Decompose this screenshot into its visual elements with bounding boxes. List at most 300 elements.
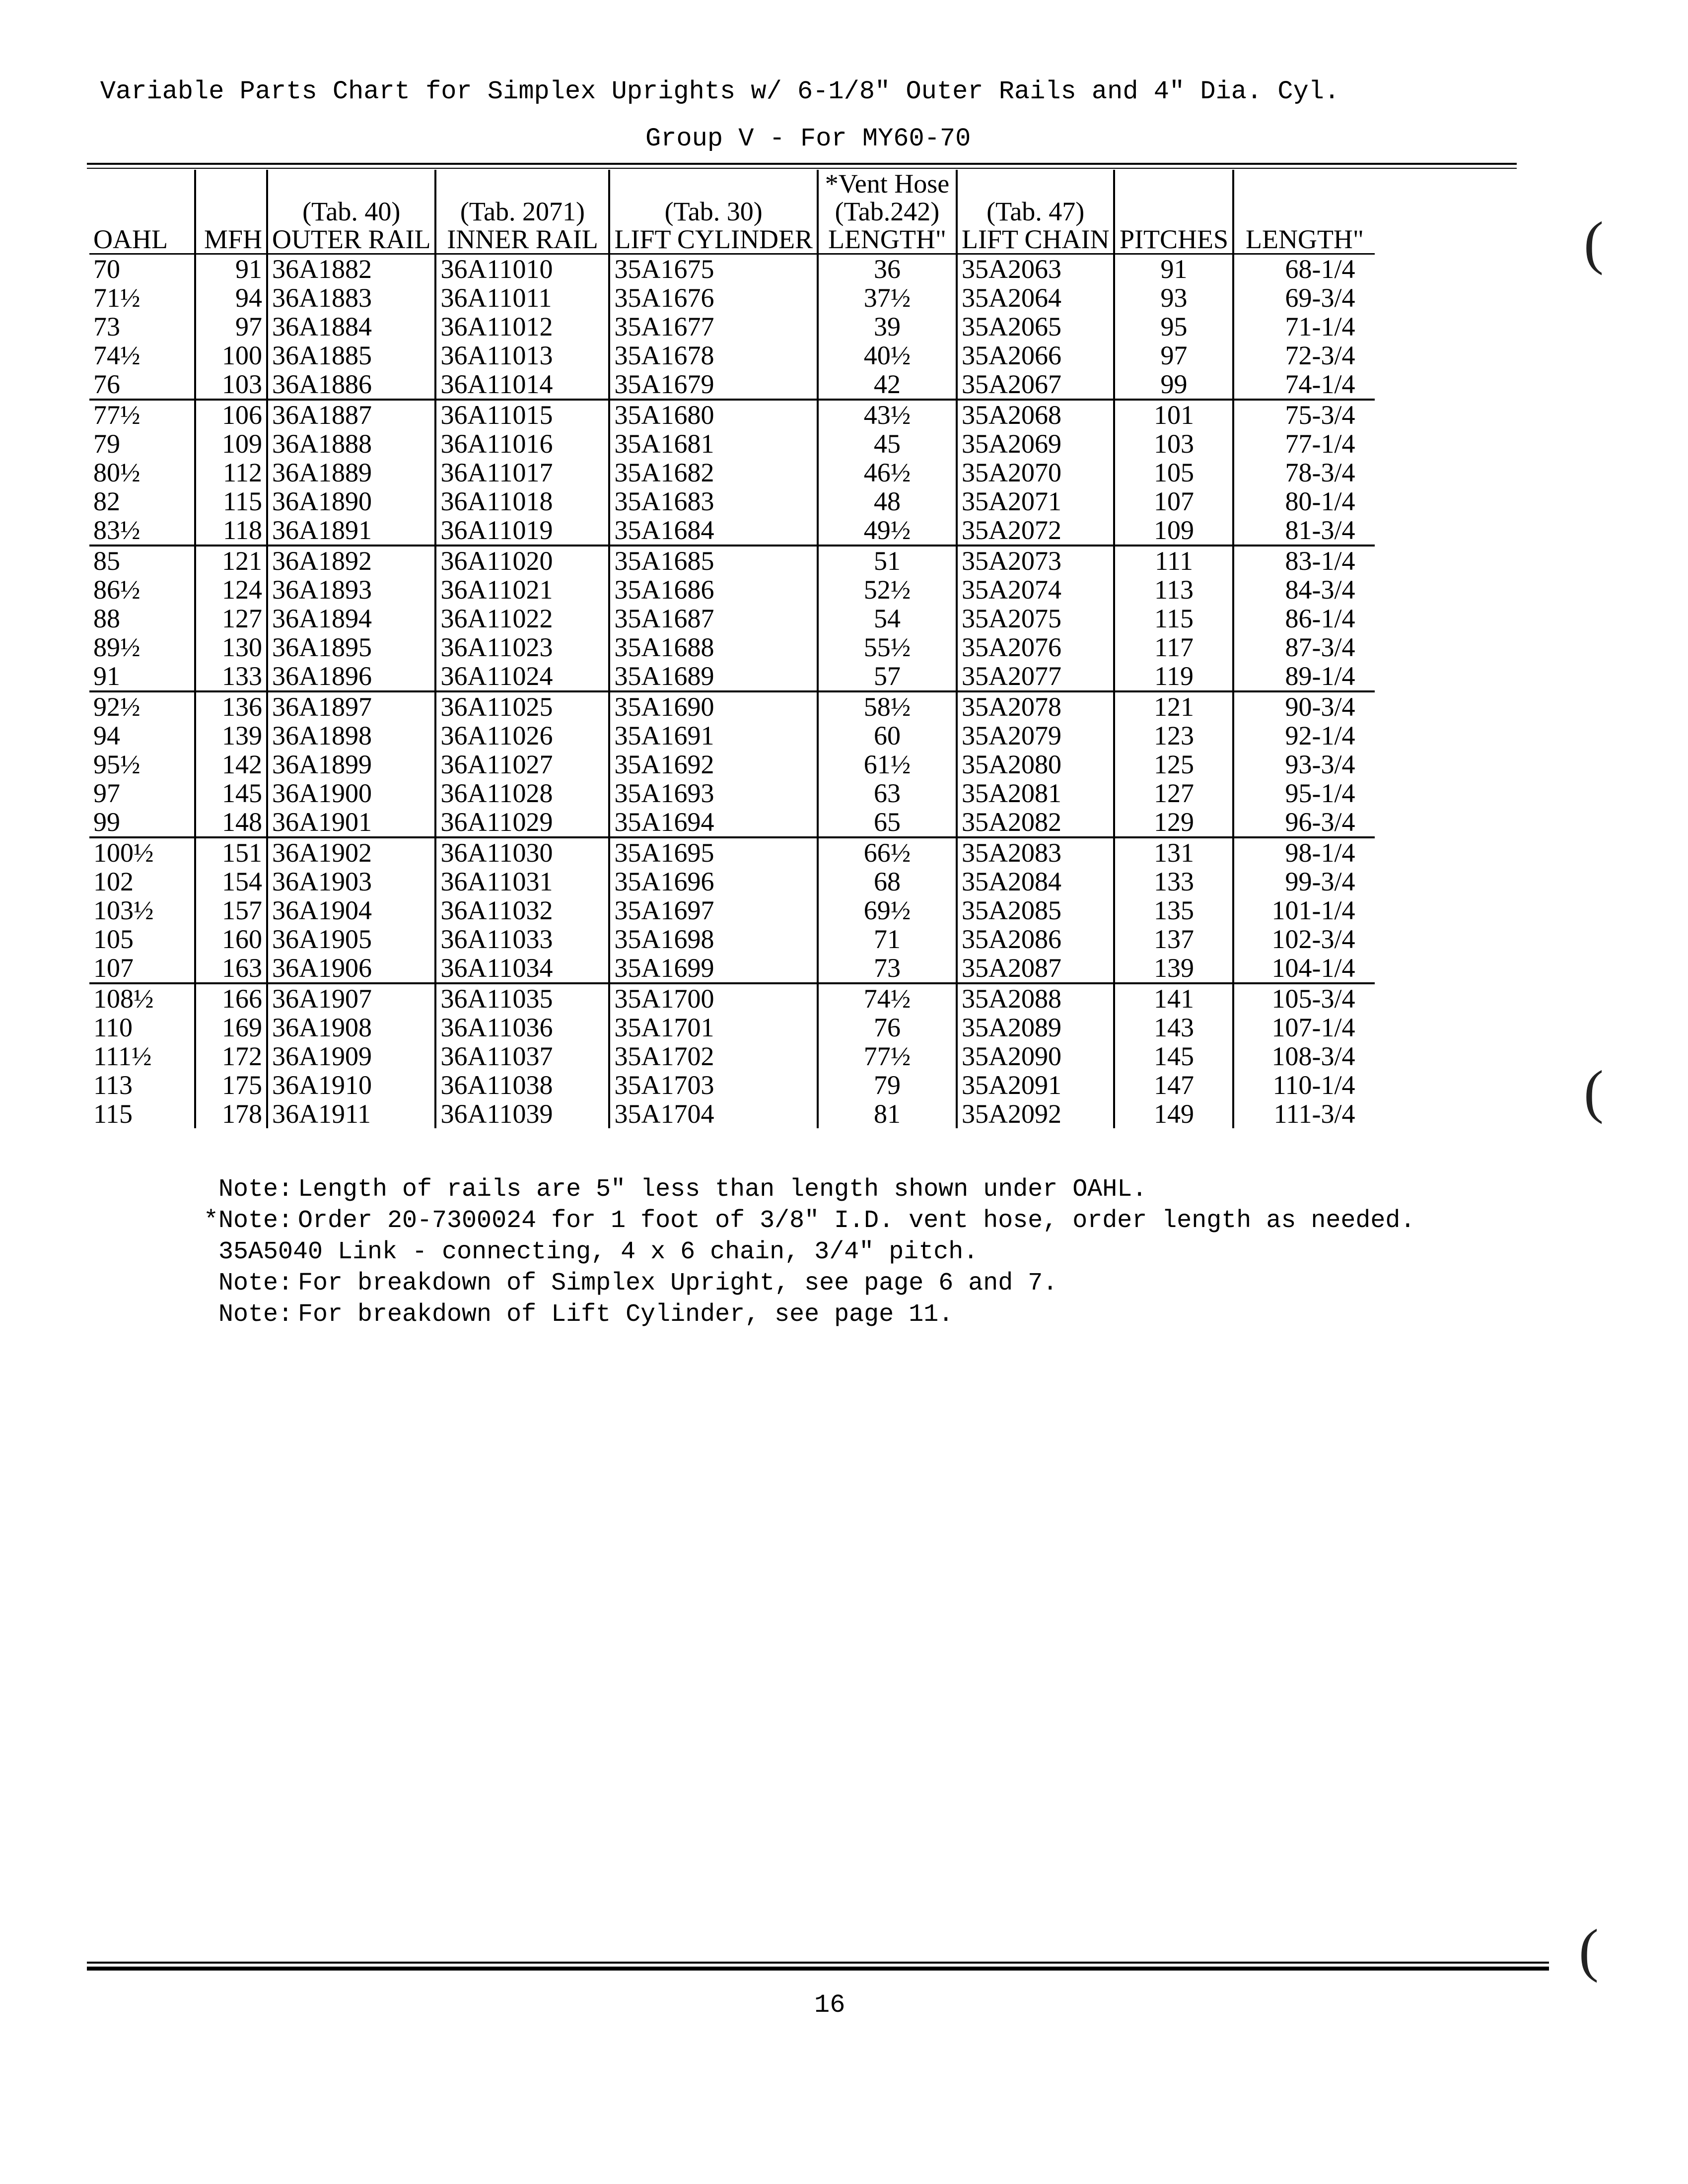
cell-lift-chain: 35A2067: [957, 370, 1115, 400]
cell-inner-rail: 36A11032: [435, 896, 609, 925]
cell-vent-hose: 48: [818, 487, 957, 516]
cell-vent-hose: 77½: [818, 1042, 957, 1071]
cell-pitches: 121: [1114, 691, 1233, 721]
margin-mark: (: [1584, 1058, 1604, 1124]
cell-lift-cylinder: 35A1681: [609, 429, 818, 458]
cell-vent-hose: 79: [818, 1071, 957, 1099]
cell-vent-hose: 76: [818, 1013, 957, 1042]
cell-inner-rail: 36A11028: [435, 779, 609, 808]
cell-length: 81-3/4: [1233, 516, 1375, 546]
cell-lift-chain: 35A2063: [957, 254, 1115, 284]
cell-pitches: 91: [1114, 254, 1233, 284]
cell-vent-hose: 65: [818, 808, 957, 837]
cell-lift-chain: 35A2071: [957, 487, 1115, 516]
cell-vent-hose: 51: [818, 546, 957, 575]
cell-mfh: 175: [195, 1071, 267, 1099]
cell-oahl: 115: [93, 1099, 133, 1129]
cell-inner-rail: 36A11029: [435, 808, 609, 837]
header-lift-cylinder: (Tab. 30) LIFT CYLINDER: [609, 170, 818, 254]
table-row: [89, 516, 1375, 546]
header-mfh: MFH: [195, 170, 267, 254]
cell-oahl: 89½: [93, 632, 141, 662]
table-row: [89, 662, 1375, 691]
table-row: [89, 779, 1375, 808]
cell-oahl: 100½: [93, 838, 154, 868]
cell-vent-hose: 43½: [818, 400, 957, 429]
cell-pitches: 111: [1114, 546, 1233, 575]
cell-oahl: 79: [93, 429, 120, 459]
cell-oahl: 85: [93, 546, 120, 576]
cell-outer-rail: 36A1893: [267, 575, 435, 604]
top-rule: [87, 163, 1517, 165]
cell-inner-rail: 36A11013: [435, 341, 609, 370]
cell-length: 84-3/4: [1233, 575, 1375, 604]
cell-oahl: 92½: [93, 692, 141, 722]
header-oahl: OAHL: [89, 170, 195, 254]
cell-oahl: 95½: [93, 750, 141, 779]
table-row: [89, 312, 1375, 341]
cell-outer-rail: 36A1888: [267, 429, 435, 458]
cell-length: 78-3/4: [1233, 458, 1375, 487]
cell-length: 68-1/4: [1233, 254, 1375, 284]
cell-mfh: 130: [195, 633, 267, 662]
cell-lift-cylinder: 35A1676: [609, 283, 818, 312]
header-vent-hose: *Vent Hose (Tab.242) LENGTH": [818, 170, 957, 254]
table-row: [89, 721, 1375, 750]
cell-lift-cylinder: 35A1701: [609, 1013, 818, 1042]
header-length: LENGTH": [1233, 170, 1375, 254]
table-row: [89, 370, 1375, 400]
cell-lift-cylinder: 35A1680: [609, 400, 818, 429]
table-row: [89, 254, 1375, 284]
cell-pitches: 97: [1114, 341, 1233, 370]
cell-oahl: 102: [93, 867, 134, 896]
cell-inner-rail: 36A11014: [435, 370, 609, 400]
cell-pitches: 119: [1114, 662, 1233, 691]
cell-lift-chain: 35A2091: [957, 1071, 1115, 1099]
cell-length: 74-1/4: [1233, 370, 1375, 400]
cell-outer-rail: 36A1890: [267, 487, 435, 516]
cell-lift-chain: 35A2079: [957, 721, 1115, 750]
cell-lift-chain: 35A2081: [957, 779, 1115, 808]
cell-length: 86-1/4: [1233, 604, 1375, 633]
cell-pitches: 149: [1114, 1099, 1233, 1128]
table-row: [89, 429, 1375, 458]
cell-mfh: 169: [195, 1013, 267, 1042]
cell-inner-rail: 36A11021: [435, 575, 609, 604]
cell-inner-rail: 36A11015: [435, 400, 609, 429]
cell-lift-chain: 35A2070: [957, 458, 1115, 487]
cell-oahl: 94: [93, 721, 120, 751]
cell-mfh: 160: [195, 925, 267, 954]
bottom-rule: [87, 1962, 1549, 1964]
bottom-rule-2: [87, 1967, 1549, 1971]
cell-oahl: 77½: [93, 400, 141, 430]
cell-length: 83-1/4: [1233, 546, 1375, 575]
cell-mfh: 154: [195, 867, 267, 896]
page-number: 16: [814, 1990, 845, 2020]
table-row: [89, 633, 1375, 662]
cell-oahl: 108½: [93, 984, 154, 1014]
cell-outer-rail: 36A1904: [267, 896, 435, 925]
cell-outer-rail: 36A1882: [267, 254, 435, 284]
cell-pitches: 95: [1114, 312, 1233, 341]
cell-length: 104-1/4: [1233, 954, 1375, 983]
table-row: [89, 1071, 1375, 1099]
cell-pitches: 125: [1114, 750, 1233, 779]
table-row: [89, 604, 1375, 633]
cell-lift-cylinder: 35A1693: [609, 779, 818, 808]
table-row: [89, 867, 1375, 896]
margin-mark: (: [1584, 209, 1604, 275]
cell-lift-cylinder: 35A1689: [609, 662, 818, 691]
cell-pitches: 109: [1114, 516, 1233, 546]
table-row: [89, 546, 1375, 575]
cell-mfh: 136: [195, 691, 267, 721]
cell-lift-chain: 35A2072: [957, 516, 1115, 546]
cell-inner-rail: 36A11011: [435, 283, 609, 312]
note-label: Note:: [218, 1269, 293, 1297]
cell-inner-rail: 36A11022: [435, 604, 609, 633]
cell-vent-hose: 71: [818, 925, 957, 954]
chart-subtitle: Group V - For MY60-70: [645, 124, 971, 153]
cell-mfh: 115: [195, 487, 267, 516]
cell-pitches: 147: [1114, 1071, 1233, 1099]
cell-lift-cylinder: 35A1677: [609, 312, 818, 341]
cell-lift-cylinder: 35A1678: [609, 341, 818, 370]
note-text: Length of rails are 5" less than length shown under OAHL.: [298, 1175, 1147, 1204]
table-row: [89, 691, 1375, 721]
cell-vent-hose: 37½: [818, 283, 957, 312]
cell-length: 72-3/4: [1233, 341, 1375, 370]
note-line: [184, 1236, 1415, 1268]
cell-pitches: 101: [1114, 400, 1233, 429]
header-lift-chain: (Tab. 47) LIFT CHAIN: [957, 170, 1115, 254]
cell-mfh: 151: [195, 837, 267, 867]
cell-oahl: 76: [89, 370, 195, 400]
cell-mfh: 103: [195, 370, 267, 400]
cell-vent-hose: 60: [818, 721, 957, 750]
cell-inner-rail: 36A11039: [435, 1099, 609, 1128]
cell-pitches: 123: [1114, 721, 1233, 750]
cell-oahl: 111½: [93, 1041, 152, 1071]
cell-oahl: 80½: [93, 458, 141, 487]
cell-inner-rail: 36A11023: [435, 633, 609, 662]
note-line: [184, 1174, 1415, 1205]
cell-outer-rail: 36A1886: [267, 370, 435, 400]
cell-vent-hose: 74½: [818, 983, 957, 1013]
cell-lift-cylinder: 35A1704: [609, 1099, 818, 1128]
cell-vent-hose: 58½: [818, 691, 957, 721]
cell-vent-hose: 45: [818, 429, 957, 458]
cell-inner-rail: 36A11025: [435, 691, 609, 721]
margin-mark: (: [1579, 1917, 1599, 1983]
cell-lift-chain: 35A2089: [957, 1013, 1115, 1042]
cell-lift-chain: 35A2078: [957, 691, 1115, 721]
cell-lift-chain: 35A2082: [957, 808, 1115, 837]
cell-pitches: 107: [1114, 487, 1233, 516]
cell-lift-cylinder: 35A1692: [609, 750, 818, 779]
cell-inner-rail: 36A11020: [435, 546, 609, 575]
cell-length: 75-3/4: [1233, 400, 1375, 429]
cell-length: 96-3/4: [1233, 808, 1375, 837]
cell-inner-rail: 36A11016: [435, 429, 609, 458]
cell-inner-rail: 36A11033: [435, 925, 609, 954]
cell-lift-chain: 35A2069: [957, 429, 1115, 458]
cell-lift-cylinder: 35A1684: [609, 516, 818, 546]
cell-lift-chain: 35A2086: [957, 925, 1115, 954]
table-row: [89, 458, 1375, 487]
table-row: [89, 1099, 1375, 1128]
cell-outer-rail: 36A1885: [267, 341, 435, 370]
cell-length: 80-1/4: [1233, 487, 1375, 516]
cell-pitches: 145: [1114, 1042, 1233, 1071]
table-row: [89, 487, 1375, 516]
cell-mfh: 91: [195, 254, 267, 284]
cell-lift-cylinder: 35A1702: [609, 1042, 818, 1071]
cell-vent-hose: 55½: [818, 633, 957, 662]
cell-oahl: 70: [93, 254, 120, 284]
cell-pitches: 131: [1114, 837, 1233, 867]
note-text: Order 20-7300024 for 1 foot of 3/8" I.D. vent hose, order length as needed.: [298, 1207, 1415, 1235]
cell-lift-chain: 35A2088: [957, 983, 1115, 1013]
cell-outer-rail: 36A1895: [267, 633, 435, 662]
table-row: [89, 837, 1375, 867]
cell-length: 101-1/4: [1233, 896, 1375, 925]
cell-outer-rail: 36A1887: [267, 400, 435, 429]
cell-outer-rail: 36A1901: [267, 808, 435, 837]
cell-lift-cylinder: 35A1683: [609, 487, 818, 516]
cell-pitches: 139: [1114, 954, 1233, 983]
table-row: [89, 808, 1375, 837]
table-row: [89, 575, 1375, 604]
cell-oahl: 83½: [89, 516, 195, 546]
cell-mfh: 178: [195, 1099, 267, 1128]
cell-outer-rail: 36A1884: [267, 312, 435, 341]
cell-length: 105-3/4: [1233, 983, 1375, 1013]
cell-vent-hose: 69½: [818, 896, 957, 925]
cell-lift-cylinder: 35A1697: [609, 896, 818, 925]
cell-inner-rail: 36A11010: [435, 254, 609, 284]
cell-length: 69-3/4: [1233, 283, 1375, 312]
cell-inner-rail: 36A11037: [435, 1042, 609, 1071]
cell-lift-cylinder: 35A1685: [609, 546, 818, 575]
cell-mfh: 157: [195, 896, 267, 925]
cell-outer-rail: 36A1896: [267, 662, 435, 691]
cell-oahl: 113: [93, 1070, 133, 1100]
cell-lift-cylinder: 35A1686: [609, 575, 818, 604]
cell-mfh: 145: [195, 779, 267, 808]
cell-pitches: 99: [1114, 370, 1233, 400]
cell-mfh: 118: [195, 516, 267, 546]
table-row: [89, 925, 1375, 954]
cell-vent-hose: 81: [818, 1099, 957, 1128]
cell-mfh: 124: [195, 575, 267, 604]
cell-oahl: 74½: [93, 341, 141, 370]
cell-mfh: 163: [195, 954, 267, 983]
cell-oahl: 86½: [93, 575, 141, 605]
cell-vent-hose: 57: [818, 662, 957, 691]
cell-outer-rail: 36A1908: [267, 1013, 435, 1042]
header-pitches: PITCHES: [1114, 170, 1233, 254]
note-line: [184, 1299, 1415, 1330]
cell-oahl: 103½: [93, 895, 154, 925]
cell-lift-chain: 35A2084: [957, 867, 1115, 896]
cell-outer-rail: 36A1911: [267, 1099, 435, 1128]
cell-lift-cylinder: 35A1703: [609, 1071, 818, 1099]
header-inner-rail: (Tab. 2071) INNER RAIL: [435, 170, 609, 254]
cell-lift-chain: 35A2068: [957, 400, 1115, 429]
cell-lift-chain: 35A2087: [957, 954, 1115, 983]
cell-length: 110-1/4: [1233, 1071, 1375, 1099]
cell-lift-cylinder: 35A1682: [609, 458, 818, 487]
cell-length: 90-3/4: [1233, 691, 1375, 721]
cell-oahl: 105: [93, 924, 134, 954]
cell-length: 95-1/4: [1233, 779, 1375, 808]
cell-outer-rail: 36A1907: [267, 983, 435, 1013]
cell-outer-rail: 36A1902: [267, 837, 435, 867]
cell-inner-rail: 36A11018: [435, 487, 609, 516]
header-outer-rail: (Tab. 40) OUTER RAIL: [267, 170, 435, 254]
cell-mfh: 106: [195, 400, 267, 429]
cell-oahl: 73: [93, 312, 120, 341]
cell-mfh: 139: [195, 721, 267, 750]
cell-length: 107-1/4: [1233, 1013, 1375, 1042]
header-row: [89, 170, 1375, 254]
cell-lift-chain: 35A2080: [957, 750, 1115, 779]
table-row: [89, 283, 1375, 312]
cell-mfh: 148: [195, 808, 267, 837]
cell-length: 111-3/4: [1233, 1099, 1375, 1128]
cell-pitches: 115: [1114, 604, 1233, 633]
cell-lift-chain: 35A2073: [957, 546, 1115, 575]
note-label: Note:: [218, 1175, 293, 1204]
cell-inner-rail: 36A11027: [435, 750, 609, 779]
cell-lift-chain: 35A2077: [957, 662, 1115, 691]
cell-outer-rail: 36A1894: [267, 604, 435, 633]
note-text: 35A5040 Link - connecting, 4 x 6 chain, 3/4" pitch.: [218, 1238, 979, 1266]
cell-lift-cylinder: 35A1694: [609, 808, 818, 837]
cell-mfh: 121: [195, 546, 267, 575]
cell-inner-rail: 36A11012: [435, 312, 609, 341]
cell-mfh: 109: [195, 429, 267, 458]
cell-outer-rail: 36A1900: [267, 779, 435, 808]
cell-pitches: 137: [1114, 925, 1233, 954]
cell-oahl: 97: [93, 778, 120, 808]
cell-vent-hose: 40½: [818, 341, 957, 370]
cell-outer-rail: 36A1899: [267, 750, 435, 779]
cell-pitches: 141: [1114, 983, 1233, 1013]
cell-lift-cylinder: 35A1687: [609, 604, 818, 633]
note-label: Note:: [218, 1300, 293, 1329]
cell-pitches: 135: [1114, 896, 1233, 925]
cell-length: 98-1/4: [1233, 837, 1375, 867]
top-rule-2: [87, 168, 1517, 169]
cell-oahl: 91: [89, 662, 195, 691]
cell-lift-cylinder: 35A1700: [609, 983, 818, 1013]
table-body: [89, 254, 1375, 1129]
cell-lift-cylinder: 35A1691: [609, 721, 818, 750]
cell-mfh: 133: [195, 662, 267, 691]
cell-lift-cylinder: 35A1696: [609, 867, 818, 896]
table-row: [89, 954, 1375, 983]
cell-length: 92-1/4: [1233, 721, 1375, 750]
cell-oahl: 110: [93, 1013, 133, 1042]
cell-lift-cylinder: 35A1699: [609, 954, 818, 983]
cell-oahl: 88: [93, 604, 120, 633]
cell-mfh: 100: [195, 341, 267, 370]
cell-inner-rail: 36A11031: [435, 867, 609, 896]
cell-pitches: 103: [1114, 429, 1233, 458]
cell-length: 93-3/4: [1233, 750, 1375, 779]
cell-mfh: 127: [195, 604, 267, 633]
notes-section: [184, 1174, 1415, 1330]
cell-length: 77-1/4: [1233, 429, 1375, 458]
cell-lift-chain: 35A2074: [957, 575, 1115, 604]
table-header: [89, 170, 1375, 254]
cell-mfh: 112: [195, 458, 267, 487]
table-row: [89, 983, 1375, 1013]
cell-lift-chain: 35A2092: [957, 1099, 1115, 1128]
cell-inner-rail: 36A11030: [435, 837, 609, 867]
cell-lift-cylinder: 35A1675: [609, 254, 818, 284]
cell-lift-chain: 35A2083: [957, 837, 1115, 867]
table-row: [89, 400, 1375, 429]
cell-vent-hose: 61½: [818, 750, 957, 779]
note-text: For breakdown of Simplex Upright, see page 6 and 7.: [298, 1269, 1058, 1297]
cell-length: 108-3/4: [1233, 1042, 1375, 1071]
cell-vent-hose: 42: [818, 370, 957, 400]
cell-pitches: 117: [1114, 633, 1233, 662]
cell-outer-rail: 36A1898: [267, 721, 435, 750]
cell-oahl: 107: [89, 954, 195, 983]
cell-lift-cylinder: 35A1679: [609, 370, 818, 400]
parts-table: [89, 170, 1375, 1128]
cell-outer-rail: 36A1891: [267, 516, 435, 546]
note-label: *Note:: [203, 1207, 293, 1235]
cell-mfh: 97: [195, 312, 267, 341]
cell-mfh: 94: [195, 283, 267, 312]
cell-length: 99-3/4: [1233, 867, 1375, 896]
cell-outer-rail: 36A1910: [267, 1071, 435, 1099]
cell-lift-chain: 35A2076: [957, 633, 1115, 662]
cell-vent-hose: 54: [818, 604, 957, 633]
cell-inner-rail: 36A11035: [435, 983, 609, 1013]
cell-lift-chain: 35A2064: [957, 283, 1115, 312]
cell-outer-rail: 36A1897: [267, 691, 435, 721]
cell-vent-hose: 46½: [818, 458, 957, 487]
cell-lift-chain: 35A2075: [957, 604, 1115, 633]
cell-inner-rail: 36A11036: [435, 1013, 609, 1042]
cell-length: 71-1/4: [1233, 312, 1375, 341]
table-row: [89, 750, 1375, 779]
cell-mfh: 172: [195, 1042, 267, 1071]
cell-length: 102-3/4: [1233, 925, 1375, 954]
cell-vent-hose: 39: [818, 312, 957, 341]
cell-outer-rail: 36A1903: [267, 867, 435, 896]
cell-lift-cylinder: 35A1690: [609, 691, 818, 721]
cell-lift-cylinder: 35A1695: [609, 837, 818, 867]
cell-lift-chain: 35A2085: [957, 896, 1115, 925]
cell-oahl: 71½: [93, 283, 141, 313]
cell-vent-hose: 73: [818, 954, 957, 983]
cell-inner-rail: 36A11026: [435, 721, 609, 750]
cell-lift-chain: 35A2090: [957, 1042, 1115, 1071]
cell-inner-rail: 36A11019: [435, 516, 609, 546]
cell-inner-rail: 36A11034: [435, 954, 609, 983]
cell-oahl: 82: [93, 486, 120, 516]
table-row: [89, 896, 1375, 925]
